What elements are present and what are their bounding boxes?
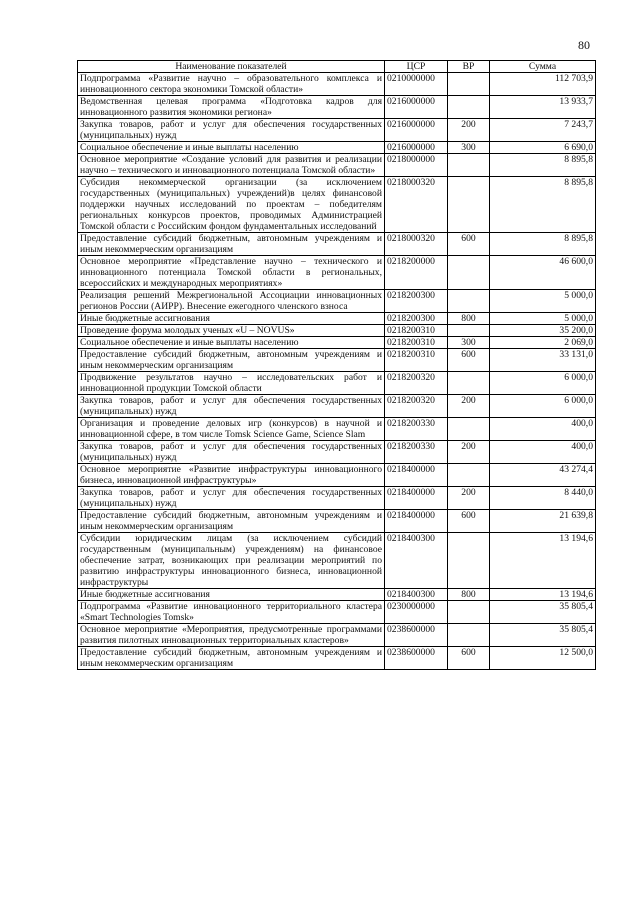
row-csr: 0218400300 [385,533,448,589]
row-csr: 0218400000 [385,464,448,487]
row-sum: 5 000,0 [490,290,596,313]
row-sum: 13 933,7 [490,96,596,119]
table-row [78,313,596,325]
table-row [78,325,596,337]
row-name: Закупка товаров, работ и услуг для обеспечения государственных (муниципальных) нужд [78,395,385,418]
row-csr: 0238600000 [385,624,448,647]
row-sum: 13 194,6 [490,533,596,589]
header-csr: ЦСР [385,61,448,73]
row-sum: 400,0 [490,418,596,441]
table-row [78,73,596,96]
row-csr: 0216000000 [385,96,448,119]
row-sum: 7 243,7 [490,119,596,142]
header-vr: ВР [448,61,490,73]
page-number: 80 [578,38,590,52]
row-vr [448,73,490,96]
row-vr: 600 [448,233,490,256]
table-row [78,154,596,177]
table-row [78,142,596,154]
table-row [78,119,596,142]
row-vr [448,418,490,441]
table-row [78,533,596,589]
row-csr: 0218200000 [385,256,448,290]
row-csr: 0218200300 [385,290,448,313]
row-csr: 0218400000 [385,487,448,510]
row-sum: 6 000,0 [490,395,596,418]
row-vr [448,624,490,647]
row-vr: 600 [448,647,490,670]
row-sum: 5 000,0 [490,313,596,325]
row-sum: 46 600,0 [490,256,596,290]
row-name: Социальное обеспечение и иные выплаты населению [78,142,385,154]
table-row [78,589,596,601]
row-vr [448,177,490,233]
table-row [78,624,596,647]
row-vr [448,154,490,177]
row-csr: 0218400000 [385,510,448,533]
row-csr: 0218400300 [385,589,448,601]
row-vr [448,256,490,290]
row-sum: 8 895,8 [490,177,596,233]
row-vr: 200 [448,395,490,418]
row-sum: 8 895,8 [490,233,596,256]
table-row [78,441,596,464]
row-csr: 0218200310 [385,337,448,349]
row-name: Проведение форума молодых ученых «U – NOVUS» [78,325,385,337]
row-name: Закупка товаров, работ и услуг для обеспечения государственных (муниципальных) нужд [78,441,385,464]
row-csr: 0210000000 [385,73,448,96]
table-row [78,487,596,510]
row-sum: 8 440,0 [490,487,596,510]
row-name: Основное мероприятие «Развитие инфраструктуры инновационного бизнеса, инновационной инфраструктуры» [78,464,385,487]
row-csr: 0238600000 [385,647,448,670]
table-row [78,418,596,441]
row-csr: 0216000000 [385,119,448,142]
row-csr: 0218200310 [385,325,448,337]
row-csr: 0218200310 [385,349,448,372]
row-name: Подпрограмма «Развитие инновационного территориального кластера «Smart Technologies Tomsk» [78,601,385,624]
row-sum: 400,0 [490,441,596,464]
row-name: Продвижение результатов научно – исследовательских работ и инновационной продукции Томской области [78,372,385,395]
row-name: Ведомственная целевая программа «Подготовка кадров для инновационного развития экономики региона» [78,96,385,119]
row-csr: 0218200320 [385,372,448,395]
table-row [78,395,596,418]
row-name: Субсидия некоммерческой организации (за исключением государственных (муниципальных) учреждений)в целях финансовой поддержки научных исследований по проектам – победителям региональных конкурсов проектов, проводимых Администрацией Томской области с Российским фондом фундаментальных исследований [78,177,385,233]
row-csr: 0218200320 [385,395,448,418]
row-vr: 600 [448,349,490,372]
row-csr: 0216000000 [385,142,448,154]
row-vr [448,372,490,395]
row-vr [448,464,490,487]
row-name: Организация и проведение деловых игр (конкурсов) в научной и инновационной сфере, в том числе Tomsk Science Game, Science Slam [78,418,385,441]
table-row [78,256,596,290]
table-row [78,464,596,487]
row-vr: 800 [448,589,490,601]
row-name: Предоставление субсидий бюджетным, автономным учреждениям и иным некоммерческим организациям [78,647,385,670]
row-vr: 200 [448,441,490,464]
table-row [78,372,596,395]
row-sum: 43 274,4 [490,464,596,487]
row-csr: 0218000320 [385,233,448,256]
row-sum: 33 131,0 [490,349,596,372]
row-name: Иные бюджетные ассигнования [78,313,385,325]
row-vr: 800 [448,313,490,325]
table-row [78,601,596,624]
row-vr [448,533,490,589]
row-sum: 2 069,0 [490,337,596,349]
budget-table [77,60,596,670]
row-csr: 0218200330 [385,441,448,464]
table-row [78,647,596,670]
row-name: Реализация решений Межрегиональной Ассоциации инновационных регионов России (АИРР). Внесение ежегодного членского взноса [78,290,385,313]
row-sum: 8 895,8 [490,154,596,177]
row-vr: 600 [448,510,490,533]
table-row [78,349,596,372]
row-name: Предоставление субсидий бюджетным, автономным учреждениям и иным некоммерческим организациям [78,349,385,372]
row-csr: 0218200330 [385,418,448,441]
row-sum: 21 639,8 [490,510,596,533]
row-name: Субсидии юридическим лицам (за исключением субсидий государственным (муниципальным) учреждениям) на финансовое обеспечение затрат, возникающих при реализации мероприятий по развитию инфраструктуры инновационного бизнеса, инновационной инфраструктуры [78,533,385,589]
row-name: Основное мероприятие «Мероприятия, предусмотренные программами развития пилотных инновационных территориальных кластеров» [78,624,385,647]
row-csr: 0218000000 [385,154,448,177]
row-name: Иные бюджетные ассигнования [78,589,385,601]
row-csr: 0218000320 [385,177,448,233]
row-vr [448,325,490,337]
row-name: Социальное обеспечение и иные выплаты населению [78,337,385,349]
table-row [78,233,596,256]
table-row [78,290,596,313]
row-sum: 13 194,6 [490,589,596,601]
row-csr: 0218200300 [385,313,448,325]
row-name: Закупка товаров, работ и услуг для обеспечения государственных (муниципальных) нужд [78,119,385,142]
row-csr: 0230000000 [385,601,448,624]
table-row [78,510,596,533]
row-vr [448,601,490,624]
row-name: Предоставление субсидий бюджетным, автономным учреждениям и иным некоммерческим организациям [78,233,385,256]
row-vr: 200 [448,487,490,510]
row-vr: 200 [448,119,490,142]
table-row [78,337,596,349]
row-name: Предоставление субсидий бюджетным, автономным учреждениям и иным некоммерческим организациям [78,510,385,533]
row-name: Подпрограмма «Развитие научно – образовательного комплекса и инновационного сектора экономики Томской области» [78,73,385,96]
table-header-row [78,61,596,73]
row-vr [448,290,490,313]
row-sum: 35 200,0 [490,325,596,337]
row-vr: 300 [448,142,490,154]
row-sum: 6 000,0 [490,372,596,395]
row-sum: 35 805,4 [490,601,596,624]
row-sum: 112 703,9 [490,73,596,96]
row-sum: 6 690,0 [490,142,596,154]
row-name: Закупка товаров, работ и услуг для обеспечения государственных (муниципальных) нужд [78,487,385,510]
row-sum: 12 500,0 [490,647,596,670]
table-row [78,96,596,119]
row-vr [448,96,490,119]
row-sum: 35 805,4 [490,624,596,647]
table-row [78,177,596,233]
row-name: Основное мероприятие «Представление научно – технического и инновационного потенциала Томской области в региональных, всероссийских и международных мероприятиях» [78,256,385,290]
header-name: Наименование показателей [78,61,385,73]
header-sum: Сумма [490,61,596,73]
row-name: Основное мероприятие «Создание условий для развития и реализации научно – технического и инновационного потенциала Томской области» [78,154,385,177]
row-vr: 300 [448,337,490,349]
